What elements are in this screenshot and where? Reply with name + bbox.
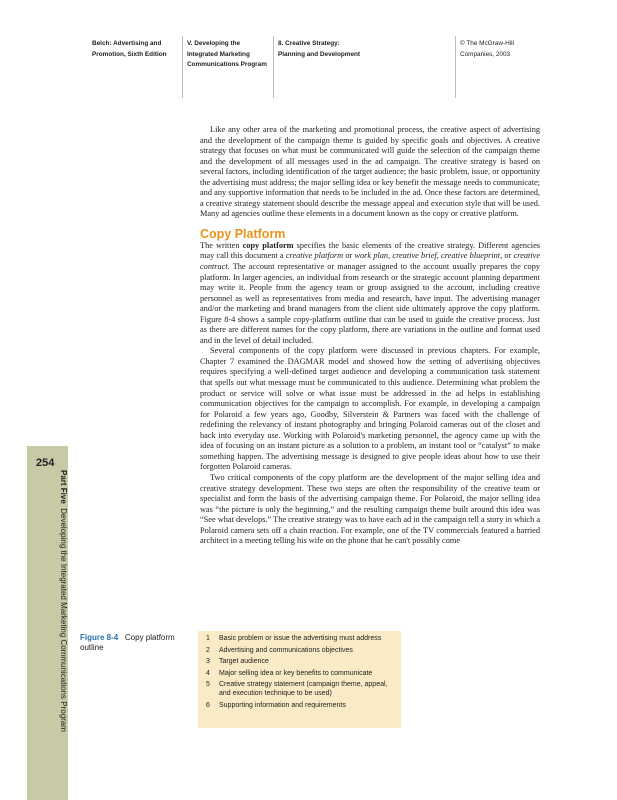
text-run: The account representative or manager assigned to the account usually prepares the copy platform. In larger agencies, an individual from research or the strategic account planning department may write it. People from the agency team or group assigned to the account, including creative personnel as well as representatives from media and research, have input. The advertising manager and/or the marketing and brand managers from the client side ultimately approve the copy platform. Figure 8-4 shows a sample copy-platform outline that can be used to guide the creative process. Just as there are different names for the copy platform, there are variations in the outline and format used and in the level of detail included. bbox=[200, 262, 540, 345]
key-term: copy platform bbox=[242, 240, 294, 250]
running-header bbox=[88, 36, 529, 98]
outline-item-number: 6 bbox=[206, 701, 210, 709]
header-part bbox=[182, 36, 273, 98]
figure-caption bbox=[80, 633, 190, 653]
header-line: Communications Program bbox=[187, 61, 267, 68]
outline-item-text: Creative strategy statement (campaign theme, appeal, and execution technique to be used) bbox=[219, 681, 388, 698]
text-run: The written bbox=[200, 240, 243, 250]
italic-term: creative platform bbox=[285, 251, 344, 261]
outline-item-text: Basic problem or issue the advertising must address bbox=[219, 635, 382, 642]
header-line: Integrated Marketing bbox=[187, 50, 250, 58]
header-chapter bbox=[273, 36, 455, 98]
outline-item-text: Advertising and communications objectives bbox=[219, 646, 353, 654]
outline-item-number: 3 bbox=[206, 658, 210, 666]
outline-item-text: Target audience bbox=[219, 658, 269, 666]
outline-item bbox=[198, 680, 401, 698]
outline-list bbox=[198, 634, 401, 710]
part-label: Part Five bbox=[59, 470, 68, 504]
text-run: or bbox=[343, 251, 355, 261]
header-line: V. Developing the bbox=[187, 40, 241, 47]
outline-item bbox=[198, 634, 401, 643]
outline-item bbox=[198, 646, 401, 655]
header-line: © The McGraw-Hill bbox=[460, 40, 514, 47]
text-run: specifies the basic elements of the creative strategy. Different agencies may call this document a bbox=[200, 240, 540, 261]
section-title: Copy Platform bbox=[200, 226, 286, 241]
italic-term: creative contract. bbox=[200, 251, 541, 272]
outline-item-text: Supporting information and requirements bbox=[219, 701, 346, 709]
part-running-title bbox=[59, 470, 68, 732]
outline-item-text: Major selling idea or key benefits to communicate bbox=[219, 669, 373, 677]
figure-number: Figure 8-4 bbox=[80, 633, 119, 642]
copy-platform-paragraph-3: Two critical components of the copy platform are the development of the major selling idea and creative strategy development. These two steps are often the responsibility of the creative team or specialist and form the basis of the advertising campaign theme. For Polaroid, the major selling idea was “the picture is only the beginning,” and the resulting campaign theme built around this idea was “See what develops.” The creative strategy was to have each ad in the campaign tell a story in which a Polaroid camera sets off a chain reaction. For example, one of the TV commercials featured a harried architect in a meeting telling his wife on the phone that he can't possibly come bbox=[200, 472, 540, 546]
outline-item bbox=[198, 669, 401, 678]
page-number: 254 bbox=[36, 457, 55, 469]
header-line: Promotion, Sixth Edition bbox=[92, 50, 167, 58]
copy-platform-paragraph-2: Several components of the copy platform were discussed in previous chapters. For example, Chapter 7 examined the DAGMAR model and showed how the setting of advertising objectives requires specifying a well-defined target audience and developing a communication task statement that spells out what message must be communicated to this audience. Determining what problem the product or service will solve or what issue must be addressed in the ad helps in establishing communication objectives for the campaign to accomplish. For example, in developing a campaign for Polaroid a few years ago, Goodby, Silverstein & Partners was faced with the challenge of redefining the relevancy of instant photography and bringing Polaroid cameras out of the closet and back into everyday use. Working with Polaroid's marketing personnel, the agency came up with the idea of focusing on an instant picture as a solution to a problem, an instant tool or “catalyst” to make something happen. The advertising message is designed to give people ideas about how to use their forgotten Polaroid cameras. bbox=[200, 346, 540, 472]
header-book-title bbox=[88, 36, 182, 98]
outline-item-number: 5 bbox=[206, 681, 210, 689]
copy-platform-outline bbox=[198, 631, 401, 728]
text-run: or bbox=[502, 251, 514, 261]
italic-term: work plan, creative brief, creative blueprint, bbox=[354, 251, 503, 261]
copy-platform-paragraph-1 bbox=[200, 241, 540, 346]
intro-paragraph: Like any other area of the marketing and promotional process, the creative aspect of advertising and the development of the campaign theme is guided by specific goals and objectives. A creative strategy that focuses on what must be communicated will guide the selection of the campaign theme and the development of all messages used in the ad campaign. The creative strategy is based on several factors, including identification of the target audience; the basic problem, issue, or opportunity the advertising must address; the major selling idea or key benefit the message needs to communicate; and any supportive information that needs to be included in the ad. Once these factors are determined, a creative strategy statement should describe the message appeal and execution style that will be used. Many ad agencies outline these elements in a document known as the copy or creative platform. bbox=[200, 125, 540, 219]
header-line: Belch: Advertising and bbox=[92, 40, 162, 47]
outline-item bbox=[198, 701, 401, 710]
figure-caption-text: Copy platform outline bbox=[80, 633, 175, 652]
outline-item-number: 4 bbox=[206, 669, 210, 677]
body-text bbox=[200, 125, 540, 547]
outline-item bbox=[198, 657, 401, 666]
outline-item-number: 1 bbox=[206, 635, 210, 642]
header-copyright bbox=[455, 36, 529, 98]
part-title: Developing the Integrated Marketing Communications Program bbox=[59, 508, 68, 732]
outline-item-number: 2 bbox=[206, 646, 210, 654]
header-line: Companies, 2003 bbox=[460, 50, 511, 58]
header-line: Planning and Development bbox=[278, 50, 361, 58]
header-line: 8. Creative Strategy: bbox=[278, 40, 340, 47]
